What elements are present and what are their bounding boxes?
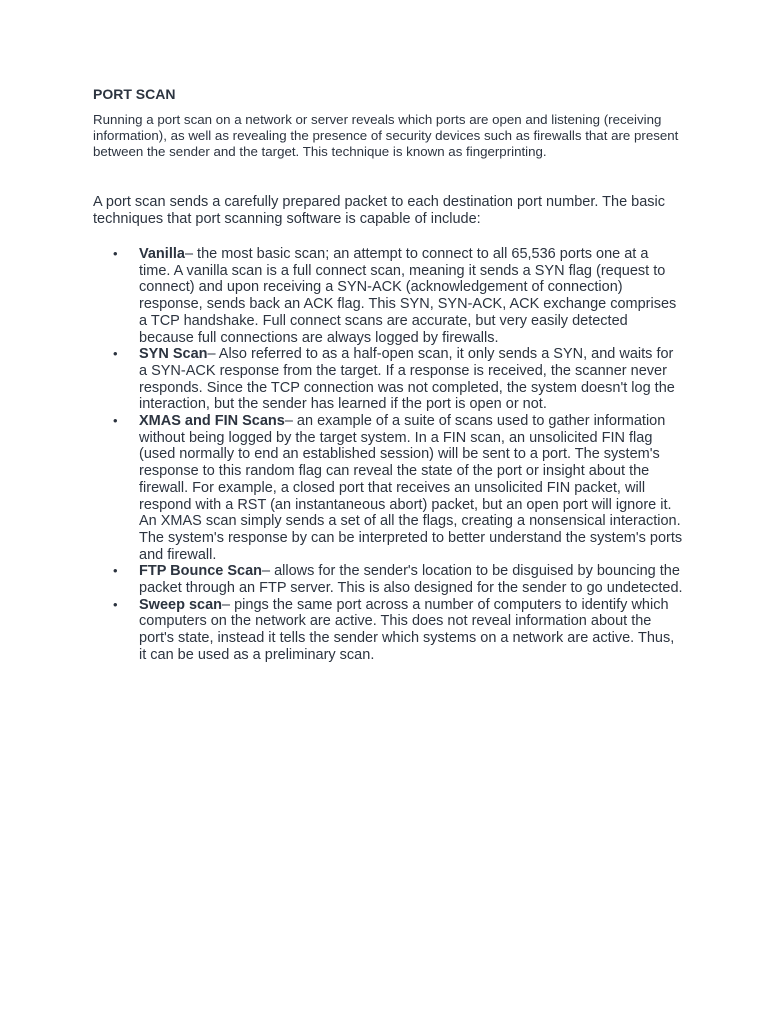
technique-name: SYN Scan [139, 346, 208, 363]
technique-name: Sweep scan [139, 596, 223, 613]
bullet-icon: • [113, 563, 118, 579]
document-page [93, 86, 683, 664]
lead-paragraph: A port scan sends a carefully prepared packet to each destination port number. The basic techniques that port scanning software is capable of include: [93, 194, 666, 227]
bullet-icon: • [113, 246, 118, 261]
technique-name: FTP Bounce Scan [139, 563, 263, 580]
list-item-vanilla [93, 246, 683, 346]
technique-description: – the most basic scan; an attempt to connect to all 65,536 ports one at a time. A vanilla scan is a full connect scan, meaning it sends a SYN flag (request to connect) and upon receiving a SYN-ACK (acknowledgement of connection) response, sends back an ACK flag. This SYN, SYN-ACK, ACK exchange comprises a TCP handshake. Full connect scans are accurate, but very easily detected because full connections are always logged by firewalls. [139, 246, 677, 346]
page-title: PORT SCAN [93, 86, 176, 102]
list-item-sweep-scan [93, 597, 683, 664]
technique-description: – an example of a suite of scans used to gather information without being logged by the target system. In a FIN scan, an unsolicited FIN flag (used normally to end an established session) will be sent to a port. The system's response to this random flag can reveal the state of the port or insight about the firewall. For example, a closed port that receives an unsolicited FIN packet, will respond with a RST (an instantaneous abort) packet, but an open port will ignore it. An XMAS scan simply sends a set of all the flags, creating a nonsensical interaction. The system's response by can be interpreted to better understand the system's ports and firewall. [139, 413, 683, 563]
bullet-icon: • [113, 346, 118, 362]
list-item-ftp-bounce-scan [93, 563, 683, 596]
technique-description: – allows for the sender's location to be disguised by bouncing the packet through an FTP server. This is also designed for the sender to go undetected. [139, 563, 683, 597]
technique-description: – pings the same port across a number of computers to identify which computers on the network are active. This does not reveal information about the port's state, instead it tells the sender which systems on a network are active. Thus, it can be used as a preliminary scan. [139, 596, 675, 663]
technique-list [93, 246, 683, 664]
intro-paragraph: Running a port scan on a network or server reveals which ports are open and listening (receiving information), as well as revealing the presence of security devices such as firewalls that are present between the sender and the target. This technique is known as fingerprinting. [93, 112, 679, 159]
technique-description: – Also referred to as a half-open scan, it only sends a SYN, and waits for a SYN-ACK response from the target. If a response is received, the scanner never responds. Since the TCP connection was not completed, the system doesn't log the interaction, but the sender has learned if the port is open or not. [139, 346, 675, 413]
list-item-syn-scan [93, 346, 683, 413]
bullet-icon: • [113, 596, 118, 612]
technique-name: XMAS and FIN Scans [139, 413, 285, 430]
list-item-xmas-fin-scans [93, 413, 683, 563]
technique-name: Vanilla [139, 246, 185, 262]
bullet-icon: • [113, 413, 118, 429]
